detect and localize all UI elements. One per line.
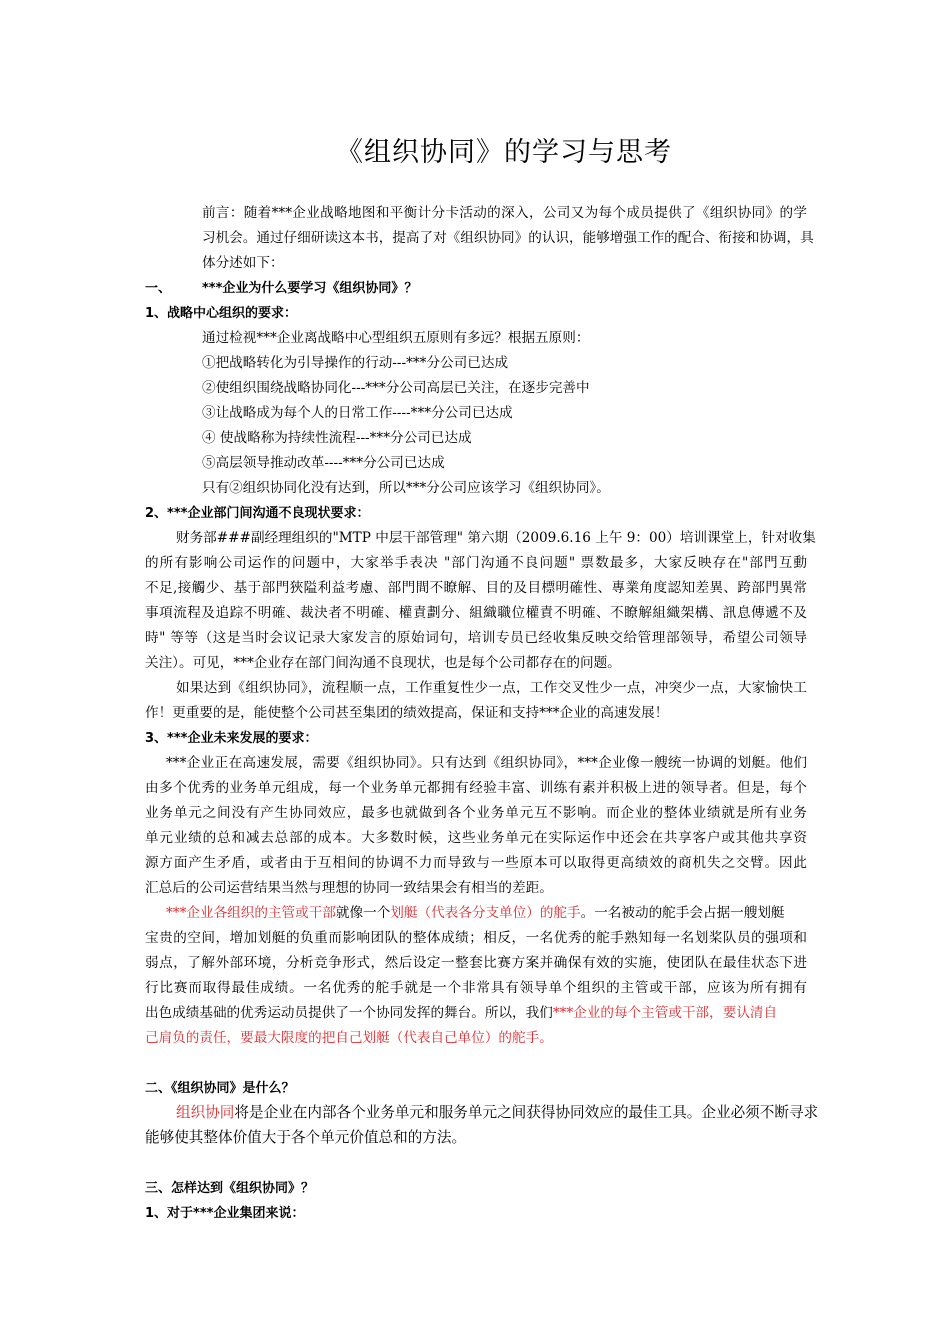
paragraph-line: 弱点，了解外部环境，分析竞争形式，然后设定一整套比赛方案并确保有效的实施，使团队在最佳状态下进 xyxy=(145,955,807,971)
paragraph-line: 宝贵的空间，增加划艇的负重而影响团队的整体成绩；相反，一名优秀的舵手熟知每一名划桨队员的强项和 xyxy=(145,930,807,946)
paragraph-line: 事項流程及追踪不明確、裁決者不明確、權責劃分、組織職位權責不明確、不瞭解組織架構、訊息傳遞不及 xyxy=(145,605,807,621)
paragraph-line: 行比赛而取得最佳成绩。一名优秀的舵手就是一个非常具有领导单个组织的主管或干部，应该为所有拥有 xyxy=(145,980,807,996)
highlight-text: 组织协同 xyxy=(176,1104,235,1121)
paragraph-line: 不足,接觸少、基于部門狹隘利益考慮、部門間不瞭解、目的及目標明確性、專業角度認知差異、跨部門異常 xyxy=(145,580,807,596)
preface-line: 体分述如下： xyxy=(202,255,284,271)
section-heading: 三、怎样达到《组织协同》？ xyxy=(145,1181,315,1196)
plain-text: 。一名被动的舵手会占据一艘划艇 xyxy=(580,905,785,921)
preface-line: 前言：随着***企业战略地图和平衡计分卡活动的深入，公司又为每个成员提供了《组织协同》的学 xyxy=(202,205,807,221)
paragraph-line: 的所有影响公司运作的问题中，大家举手表决 "部门沟通不良问题" 票数最多，大家反映存在"部門互動 xyxy=(145,555,807,571)
document-title: 《组织协同》的学习与思考 xyxy=(336,137,672,168)
paragraph-line: 由多个优秀的业务单元组成，每一个业务单元都拥有经验丰富、训练有素并积极上进的领导者。但是，每个 xyxy=(145,780,807,796)
highlight-text: 己肩负的责任，要最大限度的把自己划艇（代表自己单位）的舵手。 xyxy=(145,1030,553,1046)
plain-text: 将是企业在内部各个业务单元和服务单元之间获得协同效应的最佳工具。企业必须不断寻求 xyxy=(234,1104,819,1121)
subsection-heading: 2、***企业部门间沟通不良现状要求： xyxy=(145,506,370,521)
paragraph-line xyxy=(145,1007,777,1021)
list-item: ③让战略成为每个人的日常工作----***分公司已达成 xyxy=(202,405,513,421)
paragraph-line: 能够使其整体价值大于各个单元价值总和的方法。 xyxy=(145,1129,467,1146)
subsection-heading: 1、战略中心组织的要求： xyxy=(145,306,298,321)
paragraph-line: 财务部###副经理组织的"MTP 中层干部管理" 第六期（2009.6.16 上午 9：00）培训课堂上，针对收集 xyxy=(176,530,816,546)
highlight-text: ***企业的每个主管或干部，要认清自 xyxy=(552,1005,778,1021)
plain-text: 出色成绩基础的优秀运动员提供了一个协同发挥的舞台。所以，我们 xyxy=(145,1005,553,1021)
section-heading: ***企业为什么要学习《组织协同》？ xyxy=(202,281,418,296)
paragraph-line: 作！更重要的是，能使整个公司甚至集团的绩效提高，保证和支持***企业的高速发展！ xyxy=(145,705,669,721)
list-item: ⑤高层领导推动改革----***分公司已达成 xyxy=(202,455,445,471)
paragraph-line: 单元业绩的总和减去总部的成本。大多数时候，这些业务单元在实际运作中还会在共享客户或其他共享资 xyxy=(145,830,807,846)
paragraph-line: 如果达到《组织协同》，流程顺一点，工作重复性少一点，工作交叉性少一点，冲突少一点，大家愉快工 xyxy=(176,680,807,696)
paragraph-line: 汇总后的公司运营结果当然与理想的协同一致结果会有相当的差距。 xyxy=(145,880,553,896)
paragraph-line: 只有②组织协同化没有达到，所以***分公司应该学习《组织协同》。 xyxy=(202,480,610,496)
highlight-text: ***企业各组织的主管或干部 xyxy=(166,905,336,921)
paragraph-line: 关注）。可见，***企业存在部门间沟通不良现状，也是每个公司都存在的问题。 xyxy=(145,655,621,671)
subsection-heading: 1、对于***企业集团来说： xyxy=(145,1206,305,1221)
list-item: ④ 使战略称为持续性流程---***分公司已达成 xyxy=(202,430,472,446)
paragraph-line: 通过检视***企业离战略中心型组织五原则有多远？根据五原则： xyxy=(202,330,590,346)
highlight-text: 划艇（代表各分支单位）的舵手 xyxy=(390,905,581,921)
list-item: ②使组织围绕战略协同化---***分公司高层已关注，在逐步完善中 xyxy=(202,380,590,396)
section-heading: 二、《组织协同》是什么？ xyxy=(145,1081,295,1096)
subsection-heading: 3、***企业未来发展的要求： xyxy=(145,731,318,746)
paragraph-line: 源方面产生矛盾，或者由于互相间的协调不力而导致与一些原本可以取得更高绩效的商机失之交臂。因此 xyxy=(145,855,807,871)
paragraph-line: 時" 等等（这是当时会议记录大家发言的原始词句，培训专员已经收集反映交给管理部领导，希望公司领导 xyxy=(145,630,807,646)
section-number: 一、 xyxy=(145,281,172,296)
list-item: ①把战略转化为引导操作的行动---***分公司已达成 xyxy=(202,355,509,371)
paragraph-line: 业务单元之间没有产生协同效应，最多也就做到各个业务单元互不影响。而企业的整体业绩就是所有业务 xyxy=(145,805,807,821)
plain-text: 就像一个 xyxy=(335,905,391,921)
paragraph-line: ***企业正在高速发展，需要《组织协同》。只有达到《组织协同》，***企业像一艘统一协调的划艇。他们 xyxy=(166,755,807,771)
preface-line: 习机会。通过仔细研读这本书，提高了对《组织协同》的认识，能够增强工作的配合、衔接和协调，具 xyxy=(202,230,814,246)
paragraph-line xyxy=(176,1106,818,1121)
paragraph-line xyxy=(166,907,785,921)
